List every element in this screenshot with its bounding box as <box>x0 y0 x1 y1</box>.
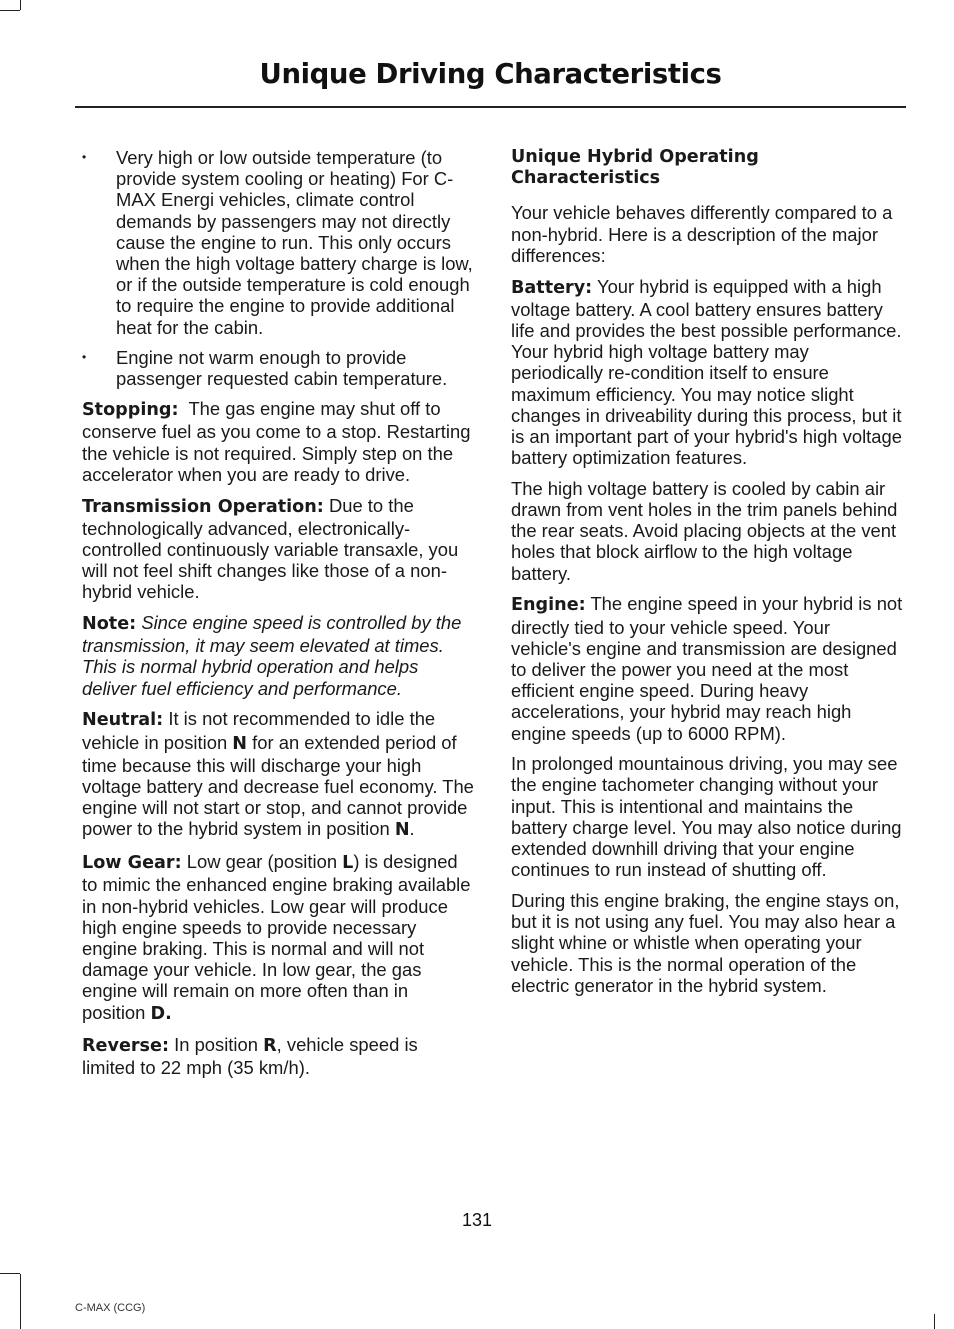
low-gear-label: Low Gear: <box>82 853 182 874</box>
gear-position: N <box>394 820 410 841</box>
transmission-label: Transmission Operation: <box>82 496 324 517</box>
model-code: C-MAX (CCG) <box>75 1302 146 1314</box>
gear-position: N <box>232 733 248 754</box>
battery-label: Battery: <box>511 277 593 298</box>
neutral-label: Neutral: <box>82 710 164 731</box>
neutral-text: for an extended period of time because this will discharge your high voltage battery and decrease fuel economy. The engine will not start or stop, and cannot provide power to the hybrid system in position <box>82 731 474 840</box>
stopping-paragraph <box>82 398 474 485</box>
note-text: Since engine speed is controlled by the transmission, it may seem elevated at times. This is normal hybrid operation and helps deliver fuel efficiency and performance. <box>82 612 462 699</box>
page-number: 131 <box>461 1210 493 1230</box>
neutral-text: It is not recommended to idle the vehicle in position <box>82 708 436 753</box>
stopping-text: The gas engine may shut off to conserve fuel as you come to a stop. Restarting the vehicle is not required. Simply step on the accelerator when you are ready to drive. <box>82 398 471 485</box>
left-column <box>82 147 474 1088</box>
reverse-text: , vehicle speed is limited to 22 mph (35 km/h). <box>82 1034 418 1079</box>
crop-mark <box>0 1273 20 1274</box>
low-gear-paragraph <box>82 851 474 1025</box>
reverse-text: In position <box>174 1034 258 1056</box>
note-label: Note: <box>82 614 137 635</box>
list-item: • Very high or low outside temperature (to provide system cooling or heating) For C-MAX Energi vehicles, climate control demands by passengers may not directly cause the engine to run. This only occurs when the high voltage battery charge is low, or if the outside temperature is cold enough to require the engine to provide additional heat for the cabin. <box>82 147 474 338</box>
engine-paragraph <box>511 593 905 743</box>
mountain-paragraph: In prolonged mountainous driving, you may see the engine tachometer changing without your input. This is intentional and maintains the battery charge level. You may also notice during extended downhill driving that your engine continues to run instead of shutting off. <box>511 753 902 881</box>
gear-position: L <box>342 853 354 874</box>
braking-paragraph: During this engine braking, the engine stays on, but it is not using any fuel. You may also hear a slight whine or whistle when operating your vehicle. This is the normal operation of the electric generator in the hybrid system. <box>511 890 900 996</box>
gear-position: D. <box>150 1003 172 1024</box>
crop-mark <box>934 1314 935 1329</box>
cooling-paragraph: The high voltage battery is cooled by cabin air drawn from vent holes in the trim panels behind the rear seats. Avoid placing objects at the vent holes that block airflow to the high voltage battery. <box>511 477 898 584</box>
neutral-paragraph <box>82 708 474 841</box>
intro-paragraph: Your vehicle behaves differently compared to a non-hybrid. Here is a description of the major differences: <box>511 202 893 266</box>
section-heading: Unique Hybrid Operating Characteristics <box>511 147 759 189</box>
transmission-text: Due to the technologically advanced, electronically-controlled continuously variable transaxle, you will not feel shift changes like those of a non-hybrid vehicle. <box>82 494 459 603</box>
stopping-label: Stopping: <box>82 400 179 421</box>
note-paragraph <box>82 612 474 699</box>
list-item: • Engine not warm enough to provide passenger requested cabin temperature. <box>82 347 474 389</box>
engine-label: Engine: <box>511 595 586 616</box>
crop-mark <box>0 10 20 11</box>
right-column <box>511 147 905 1006</box>
engine-text: The engine speed in your hybrid is not directly tied to your vehicle speed. Your vehicle's engine and transmission are designed to deliver the power you need at the most efficient engine speed. During heavy accelerations, your hybrid may reach high engine speeds (up to 6000 RPM). <box>511 593 903 744</box>
crop-mark <box>20 1274 21 1329</box>
reverse-label: Reverse: <box>82 1036 169 1057</box>
gear-position: R <box>263 1036 277 1057</box>
crop-mark <box>20 0 21 10</box>
battery-paragraph <box>511 276 905 469</box>
low-gear-text: Low gear (position <box>186 851 338 873</box>
battery-text: Your hybrid is equipped with a high voltage battery. A cool battery ensures battery life and provides the best possible performance. Your hybrid high voltage battery may periodically re-condition itself to ensure maximum efficiency. You may notice slight changes in driveability during this process, but it is an important part of your hybrid's high voltage battery optimization features. <box>511 275 902 469</box>
reverse-paragraph <box>82 1034 474 1078</box>
bullet-list <box>82 147 474 389</box>
transmission-paragraph <box>82 495 474 603</box>
low-gear-text: ) is designed to mimic the enhanced engine braking available in non-hybrid vehicles. Low gear will produce high engine speeds to provide necessary engine braking. This is normal and will not damage your vehicle. In low gear, the gas engine will remain on more often than in position <box>82 851 471 1023</box>
page-title: Unique Driving Characteristics <box>259 58 722 90</box>
neutral-text: . <box>409 818 415 840</box>
title-rule <box>75 106 906 108</box>
